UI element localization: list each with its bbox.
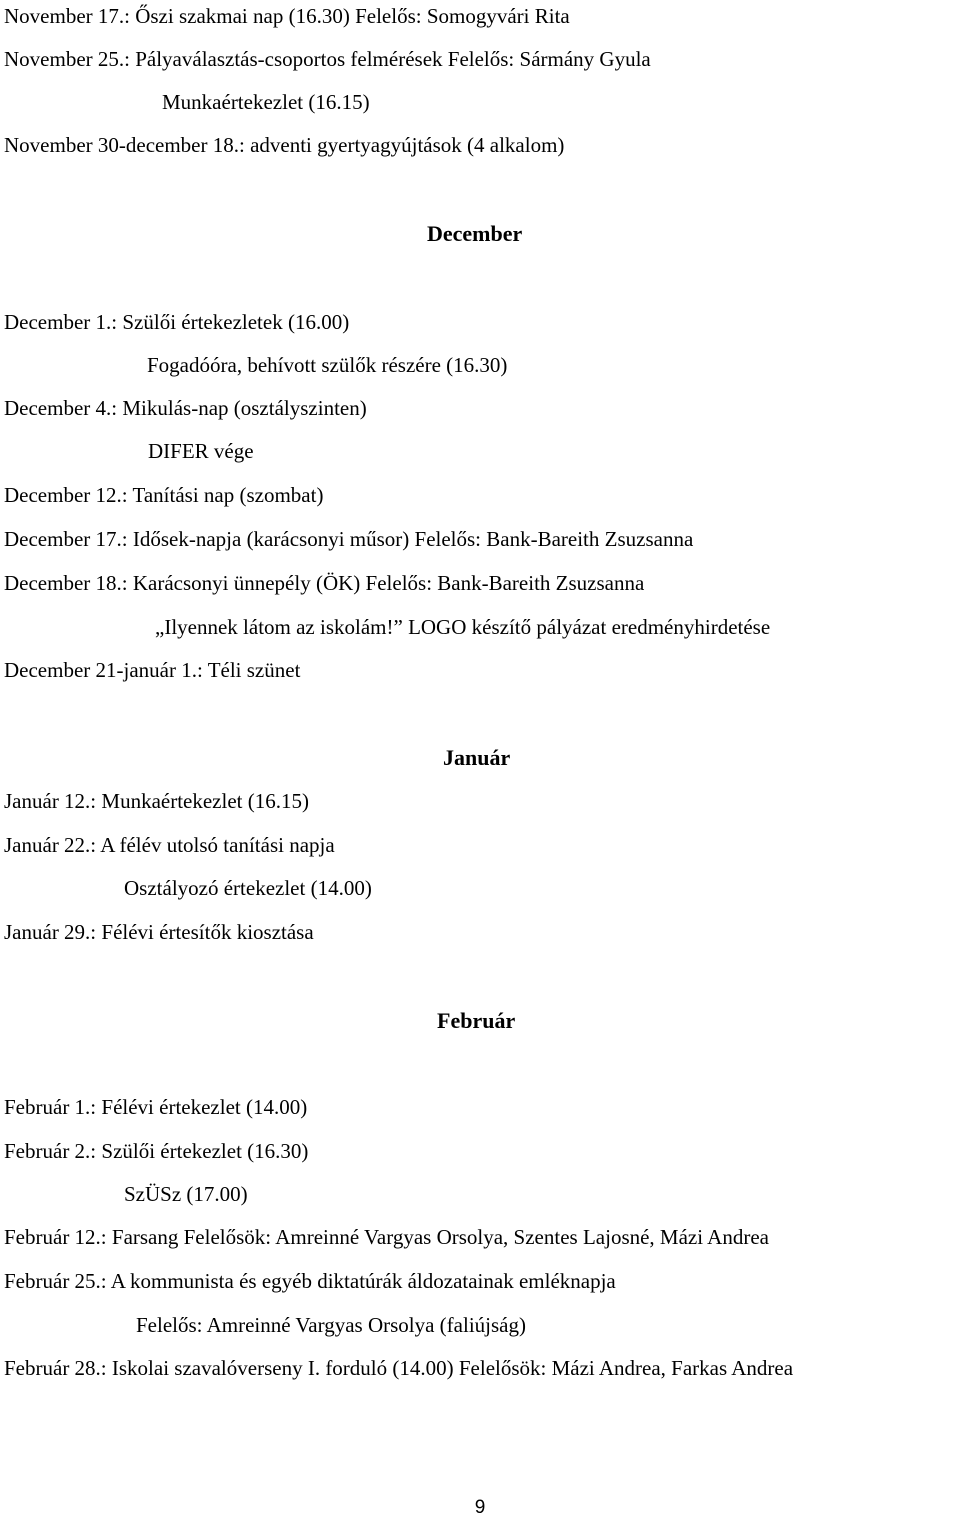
- schedule-line-jan-29: Január 29.: Félévi értesítők kiosztása: [4, 920, 314, 944]
- schedule-line-feb-12: Február 12.: Farsang Felelősök: Amreinné Vargyas Orsolya, Szentes Lajosné, Mázi Andrea: [4, 1225, 769, 1249]
- schedule-line-feb-25: Február 25.: A kommunista és egyéb diktatúrák áldozatainak emléknapja: [4, 1269, 616, 1293]
- schedule-line-dec-21: December 21-január 1.: Téli szünet: [4, 658, 301, 682]
- schedule-line-feb-2: Február 2.: Szülői értekezlet (16.30): [4, 1139, 309, 1163]
- schedule-line-jan-22: Január 22.: A félév utolsó tanítási napja: [4, 833, 335, 857]
- schedule-line-dec-17: December 17.: Idősek-napja (karácsonyi műsor) Felelős: Bank-Bareith Zsuzsanna: [4, 527, 694, 551]
- schedule-line-feb-1: Február 1.: Félévi értekezlet (14.00): [4, 1095, 308, 1119]
- schedule-line-jan-12: Január 12.: Munkaértekezlet (16.15): [4, 789, 309, 813]
- schedule-line-dec-4: December 4.: Mikulás-nap (osztályszinten): [4, 396, 367, 420]
- schedule-line-dec-18: December 18.: Karácsonyi ünnepély (ÖK) Felelős: Bank-Bareith Zsuzsanna: [4, 571, 645, 595]
- schedule-line-dec-4-cont: DIFER vége: [148, 439, 254, 463]
- schedule-line-nov-25-cont: Munkaértekezlet (16.15): [162, 90, 370, 114]
- schedule-line-dec-1: December 1.: Szülői értekezletek (16.00): [4, 310, 350, 334]
- schedule-line-feb-28: Február 28.: Iskolai szavalóverseny I. forduló (14.00) Felelősök: Mázi Andrea, Farkas Andrea: [4, 1356, 794, 1380]
- section-heading-januar: Január: [443, 745, 511, 770]
- section-heading-februar: Február: [437, 1008, 516, 1033]
- schedule-line-dec-18-cont: „Ilyennek látom az iskolám!” LOGO készítő pályázat eredményhirdetése: [155, 615, 771, 639]
- schedule-line-dec-1-cont: Fogadóóra, behívott szülők részére (16.30): [147, 353, 508, 377]
- schedule-line-feb-25-cont: Felelős: Amreinné Vargyas Orsolya (faliújság): [136, 1313, 526, 1337]
- page-number: 9: [474, 1497, 486, 1518]
- schedule-line-nov-30: November 30-december 18.: adventi gyertyagyújtások (4 alkalom): [4, 133, 565, 157]
- schedule-line-feb-2-cont: SzÜSz (17.00): [124, 1182, 248, 1206]
- schedule-line-dec-12: December 12.: Tanítási nap (szombat): [4, 483, 324, 507]
- section-heading-december: December: [427, 221, 523, 246]
- schedule-line-nov-25: November 25.: Pályaválasztás-csoportos felmérések Felelős: Sármány Gyula: [4, 47, 651, 71]
- schedule-line-nov-17: November 17.: Őszi szakmai nap (16.30) Felelős: Somogyvári Rita: [4, 4, 570, 28]
- schedule-line-jan-22-cont: Osztályozó értekezlet (14.00): [124, 876, 372, 900]
